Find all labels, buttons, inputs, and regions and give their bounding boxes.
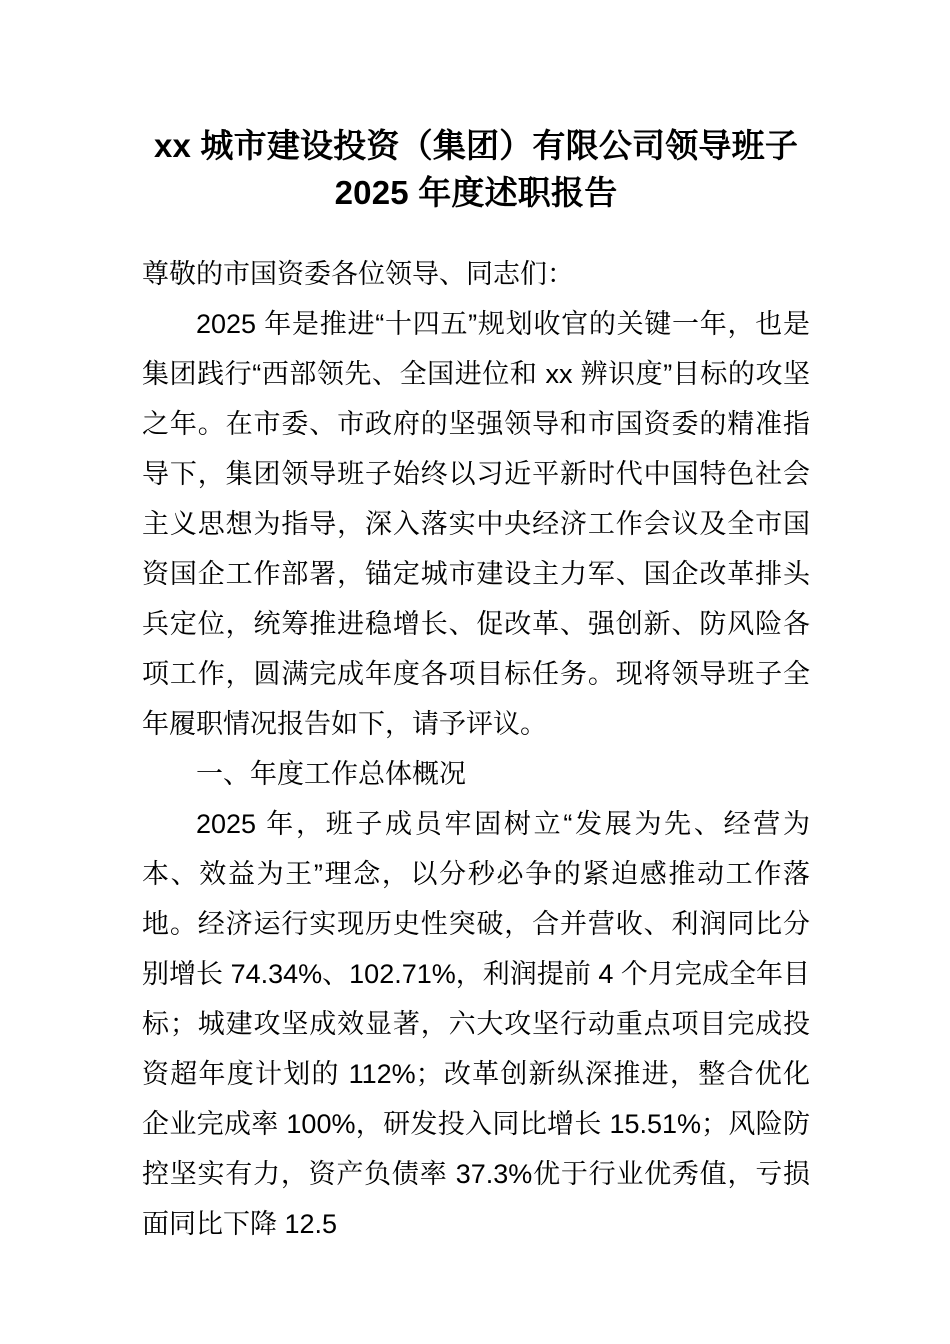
section-heading-1: 一、年度工作总体概况 [196,759,466,789]
salutation-line: 尊敬的市国资委各位领导、同志们： [142,259,574,289]
document-title: xx 城市建设投资（集团）有限公司领导班子 2025 年度述职报告 [153,127,799,211]
section-paragraph-1: 2025 年，班子成员牢固树立“发展为先、经营为本、效益为王”理念，以分秒必争的紧迫感推动工作落地。经济运行实现历史性突破，合并营收、利润同比分别增长 74.34%、102.71%，利润提前 4 个月完成全年目标；城建攻坚成效显著，六大攻坚行动重点项目完成投资超年度计划的 112%；改革创新纵深推进，整合优化企业完成率 100%，研发投入同比增长 15.51%；风险防控坚实有力，资产负债率 37.3%优于行业优秀值，亏损面同比下降 12.5 [142,809,810,1239]
document-body [142,216,810,1249]
intro-paragraph: 2025 年是推进“十四五”规划收官的关键一年，也是集团践行“西部领先、全国进位和 xx 辨识度”目标的攻坚之年。在市委、市政府的坚强领导和市国资委的精准指导下，集团领导班子始终以习近平新时代中国特色社会主义思想为指导，深入落实中央经济工作会议及全市国资国企工作部署，锚定城市建设主力军、国企改革排头兵定位，统筹推进稳增长、促改革、强创新、防风险各项工作，圆满完成年度各项目标任务。现将领导班子全年履职情况报告如下，请予评议。 [142,309,810,739]
document-content [142,0,810,1249]
